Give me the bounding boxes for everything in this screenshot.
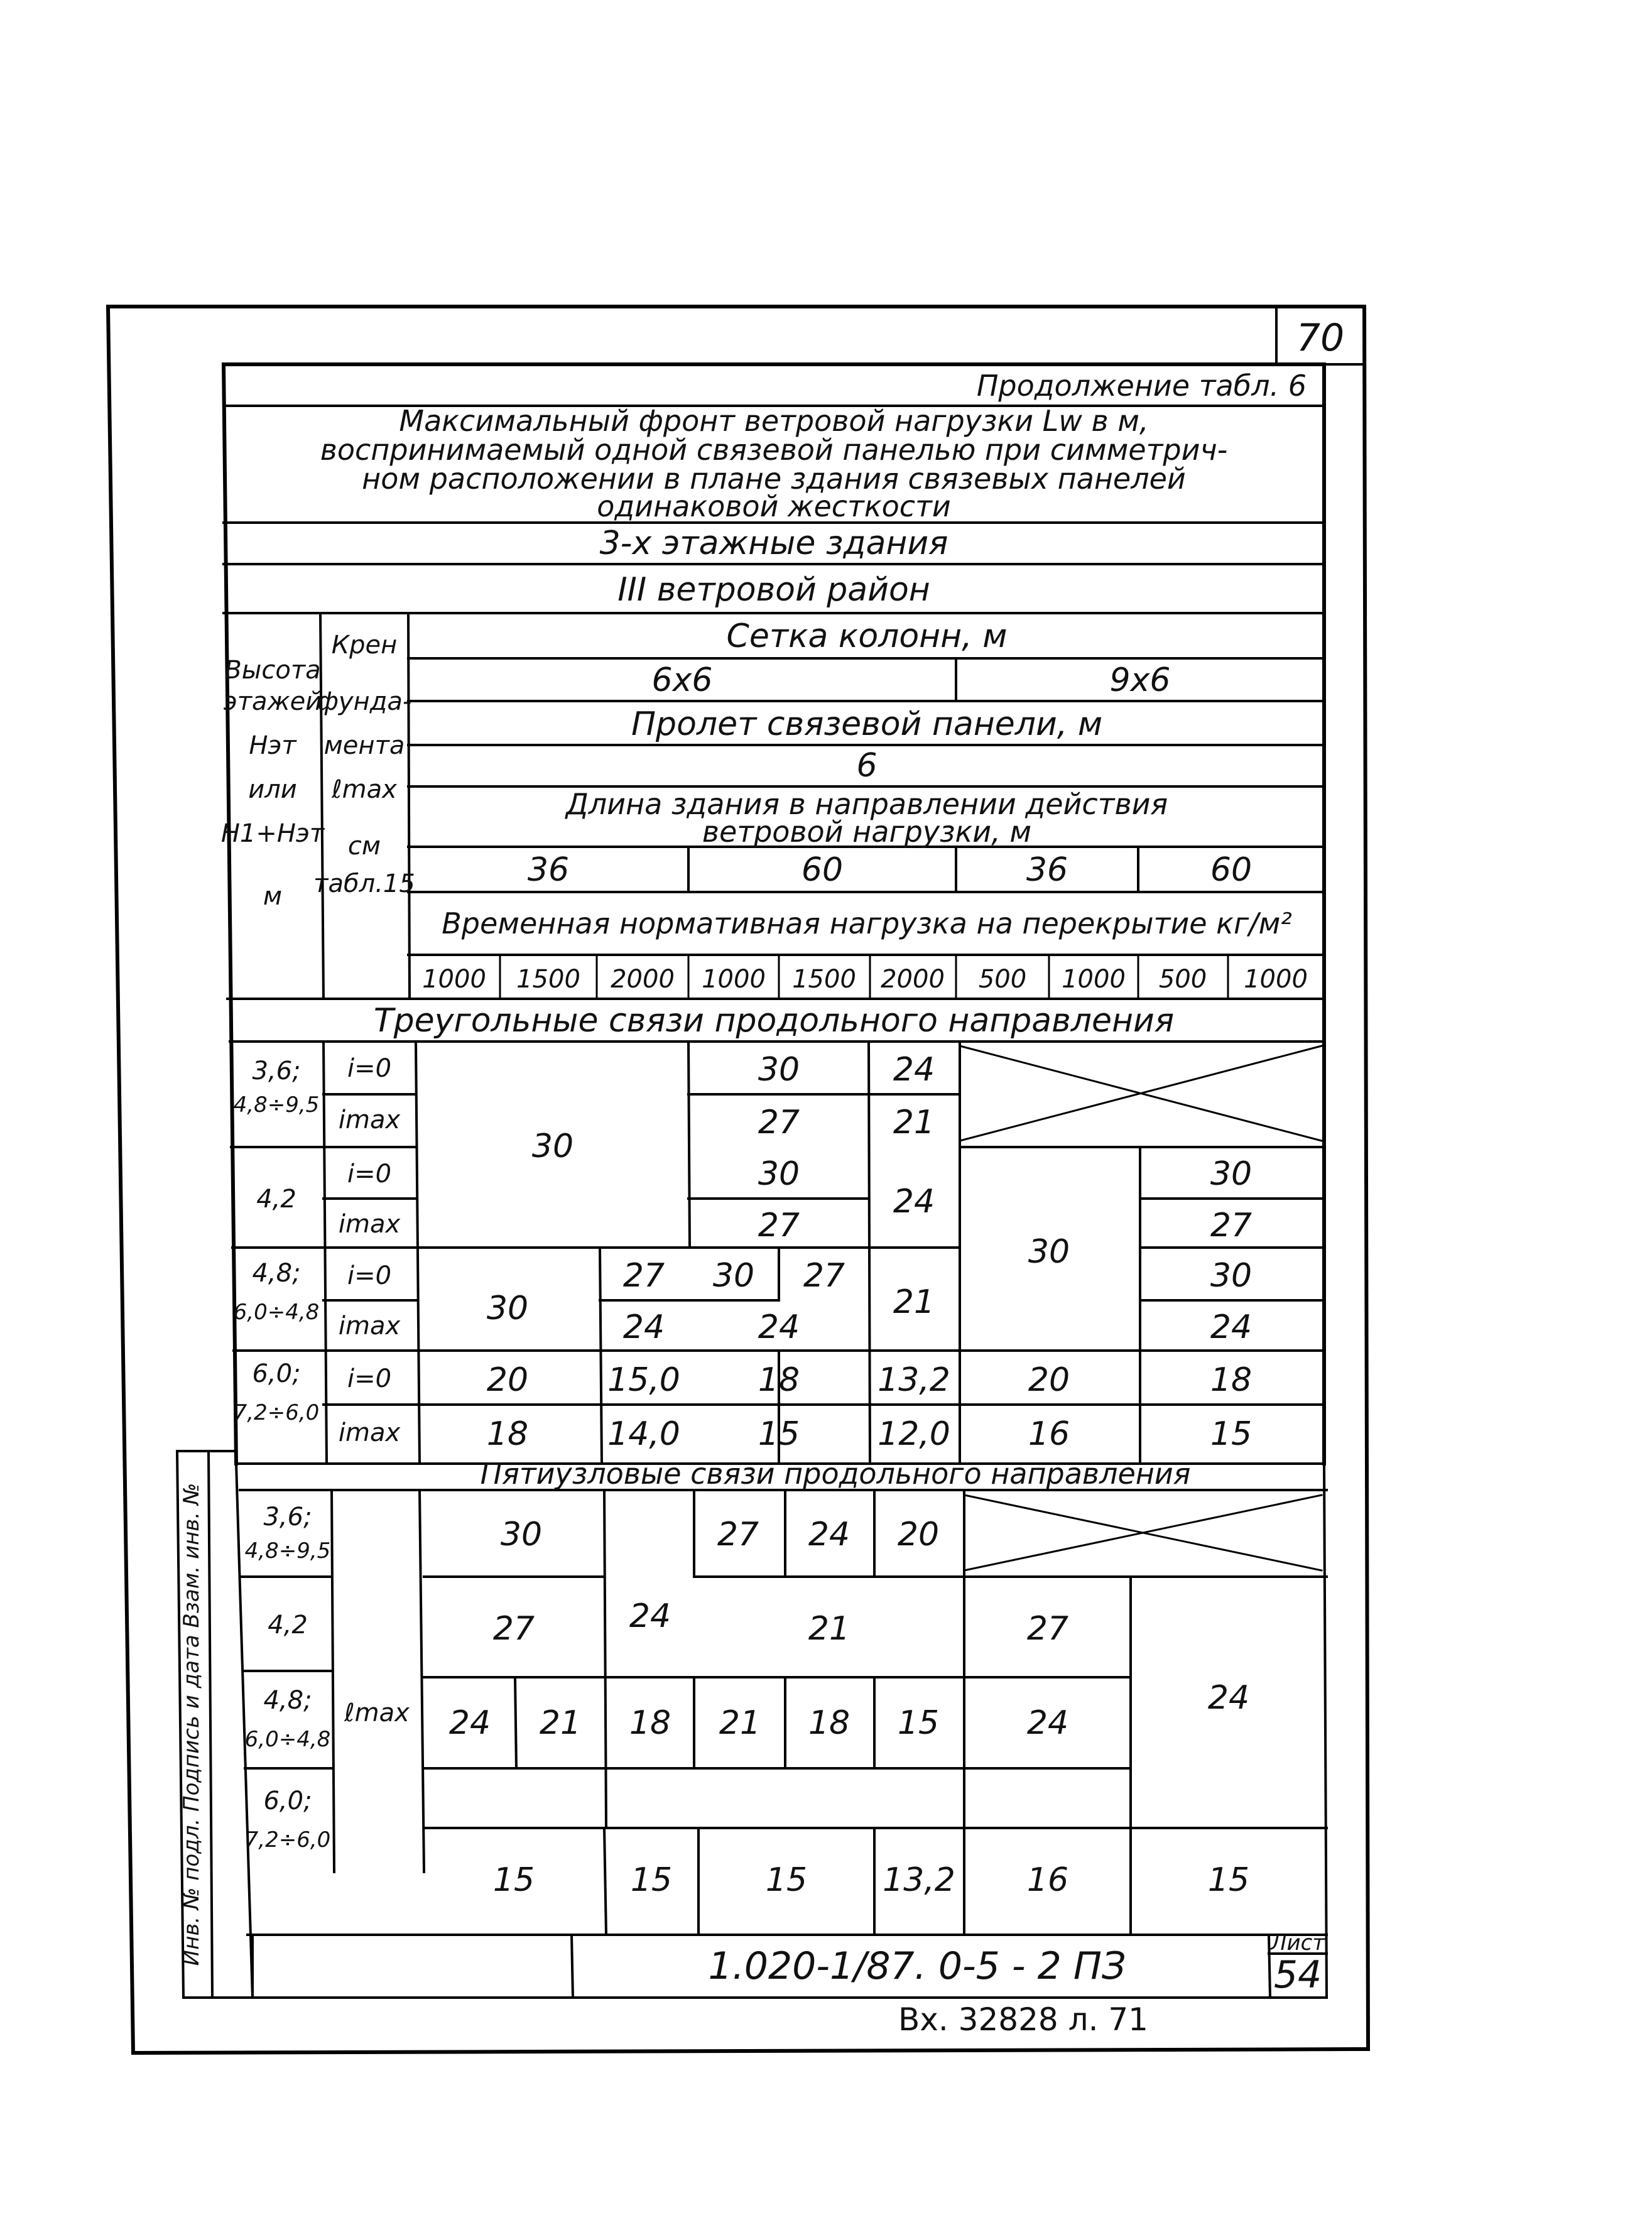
section1-roll-7: i=0 <box>347 1364 392 1393</box>
section1-cell-12: 30 <box>1210 1257 1253 1295</box>
section1-height-4a: 6,0; <box>252 1359 301 1388</box>
header-height-line-5: Н1+Нэт <box>220 819 325 848</box>
section2-cell-6: 27 <box>492 1610 535 1648</box>
section2-cell-10: 21 <box>539 1704 582 1742</box>
section1-title: Треугольные связи продольного направления <box>373 1002 1175 1040</box>
table-title-line-1: Максимальный фронт ветровой нагрузки Lw в м, <box>399 404 1149 438</box>
section2-cell-5: 20 <box>897 1516 940 1553</box>
section2-cell-18: 15 <box>630 1861 673 1899</box>
section1-roll-6: imax <box>338 1312 401 1341</box>
table-title-line-2: воспринимаемый одной связевой панелью при симметрич- <box>320 433 1228 467</box>
header-roll-line-4: ℓmax <box>332 775 397 804</box>
header-length-line-2: ветровой нагрузки, м <box>702 815 1032 849</box>
archive-stamp: Вх. 32828 л. 71 <box>898 2001 1148 2038</box>
header-load-3: 2000 <box>611 965 675 994</box>
building-type: 3-х этажные здания <box>599 525 948 562</box>
section2-cell-16: 24 <box>1207 1679 1250 1717</box>
continuation-label: Продолжение табл. 6 <box>976 369 1307 403</box>
section2-cell-15: 24 <box>1026 1704 1069 1742</box>
section2-cell-4: 24 <box>808 1516 850 1553</box>
header-roll-line-2: фунда- <box>317 687 412 716</box>
section1-roll-3: i=0 <box>347 1160 392 1189</box>
section1-cell-5: 21 <box>893 1104 935 1141</box>
wind-region: III ветровой район <box>617 571 930 609</box>
section1-cell-26: 18 <box>1210 1361 1253 1399</box>
header-grid-6x6: 6х6 <box>651 661 713 699</box>
section1-height-2: 4,2 <box>256 1185 296 1214</box>
header-length-line-1: Длина здания в направлении действия <box>565 787 1168 821</box>
section2-cell-11: 18 <box>629 1704 671 1742</box>
section2-height-3b: 6,0÷4,8 <box>244 1727 331 1752</box>
section2-cell-14: 15 <box>897 1704 940 1742</box>
section1-cell-18: 24 <box>622 1308 665 1346</box>
section1-height-3a: 4,8; <box>252 1259 301 1288</box>
header-load-9: 500 <box>1158 965 1207 994</box>
section2-cell-9: 24 <box>448 1704 491 1742</box>
header-roll-line-5: см <box>347 832 381 861</box>
section1-cell-1: 30 <box>531 1128 574 1165</box>
section1-cell-28: 14,0 <box>607 1415 680 1453</box>
section2-cell-12: 21 <box>719 1704 761 1742</box>
section1-cell-29: 15 <box>758 1415 800 1453</box>
section2-title: Пятиузловые связи продольного направления <box>480 1457 1191 1491</box>
section2-cell-7: 21 <box>808 1610 850 1648</box>
side-stamp-text: Инв. № подл. Подпись и дата Взам. инв. № <box>179 1482 204 1966</box>
section1-cell-27: 18 <box>486 1415 529 1453</box>
section2-grid <box>236 1464 1327 1998</box>
section1-roll-8: imax <box>338 1418 401 1447</box>
section1-cell-25: 20 <box>1028 1361 1070 1399</box>
section1-cell-15: 27 <box>803 1257 845 1295</box>
section2-cell-1: 30 <box>500 1516 543 1553</box>
header-load-label: Временная нормативная нагрузка на перекрытие кг/м² <box>442 906 1292 940</box>
header-load-10: 1000 <box>1244 965 1308 994</box>
section1-height-1a: 3,6; <box>252 1057 301 1085</box>
section1-cell-3: 24 <box>893 1051 935 1089</box>
section1-roll-2: imax <box>338 1106 401 1134</box>
section1-cell-6: 30 <box>758 1155 800 1193</box>
header-roll-line-3: мента <box>323 731 405 760</box>
header-load-5: 1500 <box>792 965 856 994</box>
header-roll-line-1: Крен <box>331 631 398 660</box>
header-grid-label: Сетка колонн, м <box>726 617 1008 655</box>
section2-height-2: 4,2 <box>268 1611 308 1640</box>
section1-cell-22: 15,0 <box>607 1361 680 1399</box>
section1-cell-4: 27 <box>758 1104 800 1141</box>
section1-height-3b: 6,0÷4,8 <box>233 1300 320 1325</box>
section1-cell-2: 30 <box>758 1051 800 1089</box>
section1-cell-14: 30 <box>712 1257 755 1295</box>
header-load-2: 1500 <box>516 965 580 994</box>
section2-height-4b: 7,2÷6,0 <box>244 1827 331 1852</box>
section1-cell-8: 27 <box>758 1207 800 1244</box>
section2-cell-2: 24 <box>629 1597 671 1635</box>
section2-cell-13: 18 <box>808 1704 850 1742</box>
header-height-line-3: Нэт <box>249 731 296 760</box>
section1-cell-13: 27 <box>622 1257 665 1295</box>
header-load-7: 500 <box>978 965 1027 994</box>
section1-cell-16: 21 <box>893 1283 935 1321</box>
section2-cell-3: 27 <box>717 1516 759 1553</box>
document-code: 1.020-1/87. 0-5 - 2 ПЗ <box>708 1944 1126 1988</box>
section1-cell-17: 30 <box>486 1290 529 1327</box>
header-height-line-1: Высота <box>224 656 321 685</box>
section2-cell-19: 15 <box>765 1861 808 1899</box>
header-length-3: 36 <box>1026 851 1068 889</box>
table-title-line-4: одинаковой жесткости <box>597 489 951 523</box>
section1-cell-10: 30 <box>1028 1233 1070 1271</box>
header-length-4: 60 <box>1210 851 1253 889</box>
header-load-6: 2000 <box>881 965 945 994</box>
section2-height-4a: 6,0; <box>263 1787 312 1815</box>
header-height-line-2: этажей <box>223 687 322 716</box>
header-height-line-4: или <box>248 775 297 804</box>
section1-height-4b: 7,2÷6,0 <box>233 1400 320 1425</box>
header-load-1: 1000 <box>422 965 486 994</box>
section2-cell-22: 15 <box>1207 1861 1250 1899</box>
sheet-label: Лист <box>1270 1930 1325 1956</box>
section1-cell-31: 16 <box>1028 1415 1070 1453</box>
section1-height-1b: 4,8÷9,5 <box>233 1092 320 1118</box>
page-number: 70 <box>1296 316 1345 360</box>
section1-cell-24: 13,2 <box>878 1361 950 1399</box>
header-span-label: Пролет связевой панели, м <box>631 705 1103 743</box>
section1-cell-11: 27 <box>1210 1207 1253 1244</box>
header-height-line-6: м <box>263 882 283 911</box>
section1-cell-20: 24 <box>1210 1308 1253 1346</box>
section1-cell-7: 24 <box>893 1183 935 1221</box>
header-load-8: 1000 <box>1062 965 1126 994</box>
section1-cell-19: 24 <box>758 1308 800 1346</box>
section1-cell-30: 12,0 <box>878 1415 950 1453</box>
section2-height-1b: 4,8÷9,5 <box>244 1538 331 1564</box>
header-grid-9x6: 9х6 <box>1109 661 1171 699</box>
section2-cell-17: 15 <box>492 1861 535 1899</box>
header-length-1: 36 <box>527 851 570 889</box>
header-roll-line-6: табл.15 <box>313 869 415 898</box>
section1-cell-9: 30 <box>1210 1155 1253 1193</box>
section2-cell-20: 13,2 <box>883 1861 955 1899</box>
section1-cell-23: 18 <box>758 1361 800 1399</box>
section1-roll-1: i=0 <box>347 1054 392 1083</box>
header-load-4: 1000 <box>702 965 766 994</box>
section1-roll-4: imax <box>338 1210 401 1239</box>
header-length-2: 60 <box>801 851 844 889</box>
section1-roll-5: i=0 <box>347 1261 392 1290</box>
section2-height-1a: 3,6; <box>263 1503 312 1531</box>
sheet-number: 54 <box>1273 1953 1322 1997</box>
section2-height-3a: 4,8; <box>263 1686 312 1715</box>
section1-cell-21: 20 <box>486 1361 529 1399</box>
section2-roll: ℓmax <box>344 1699 410 1727</box>
header-span-value: 6 <box>856 747 878 785</box>
section1-cell-32: 15 <box>1210 1415 1253 1453</box>
table-title-line-3: ном расположении в плане здания связевых панелей <box>362 462 1186 496</box>
section2-cell-21: 16 <box>1026 1861 1069 1899</box>
section2-cell-8: 27 <box>1026 1610 1069 1648</box>
